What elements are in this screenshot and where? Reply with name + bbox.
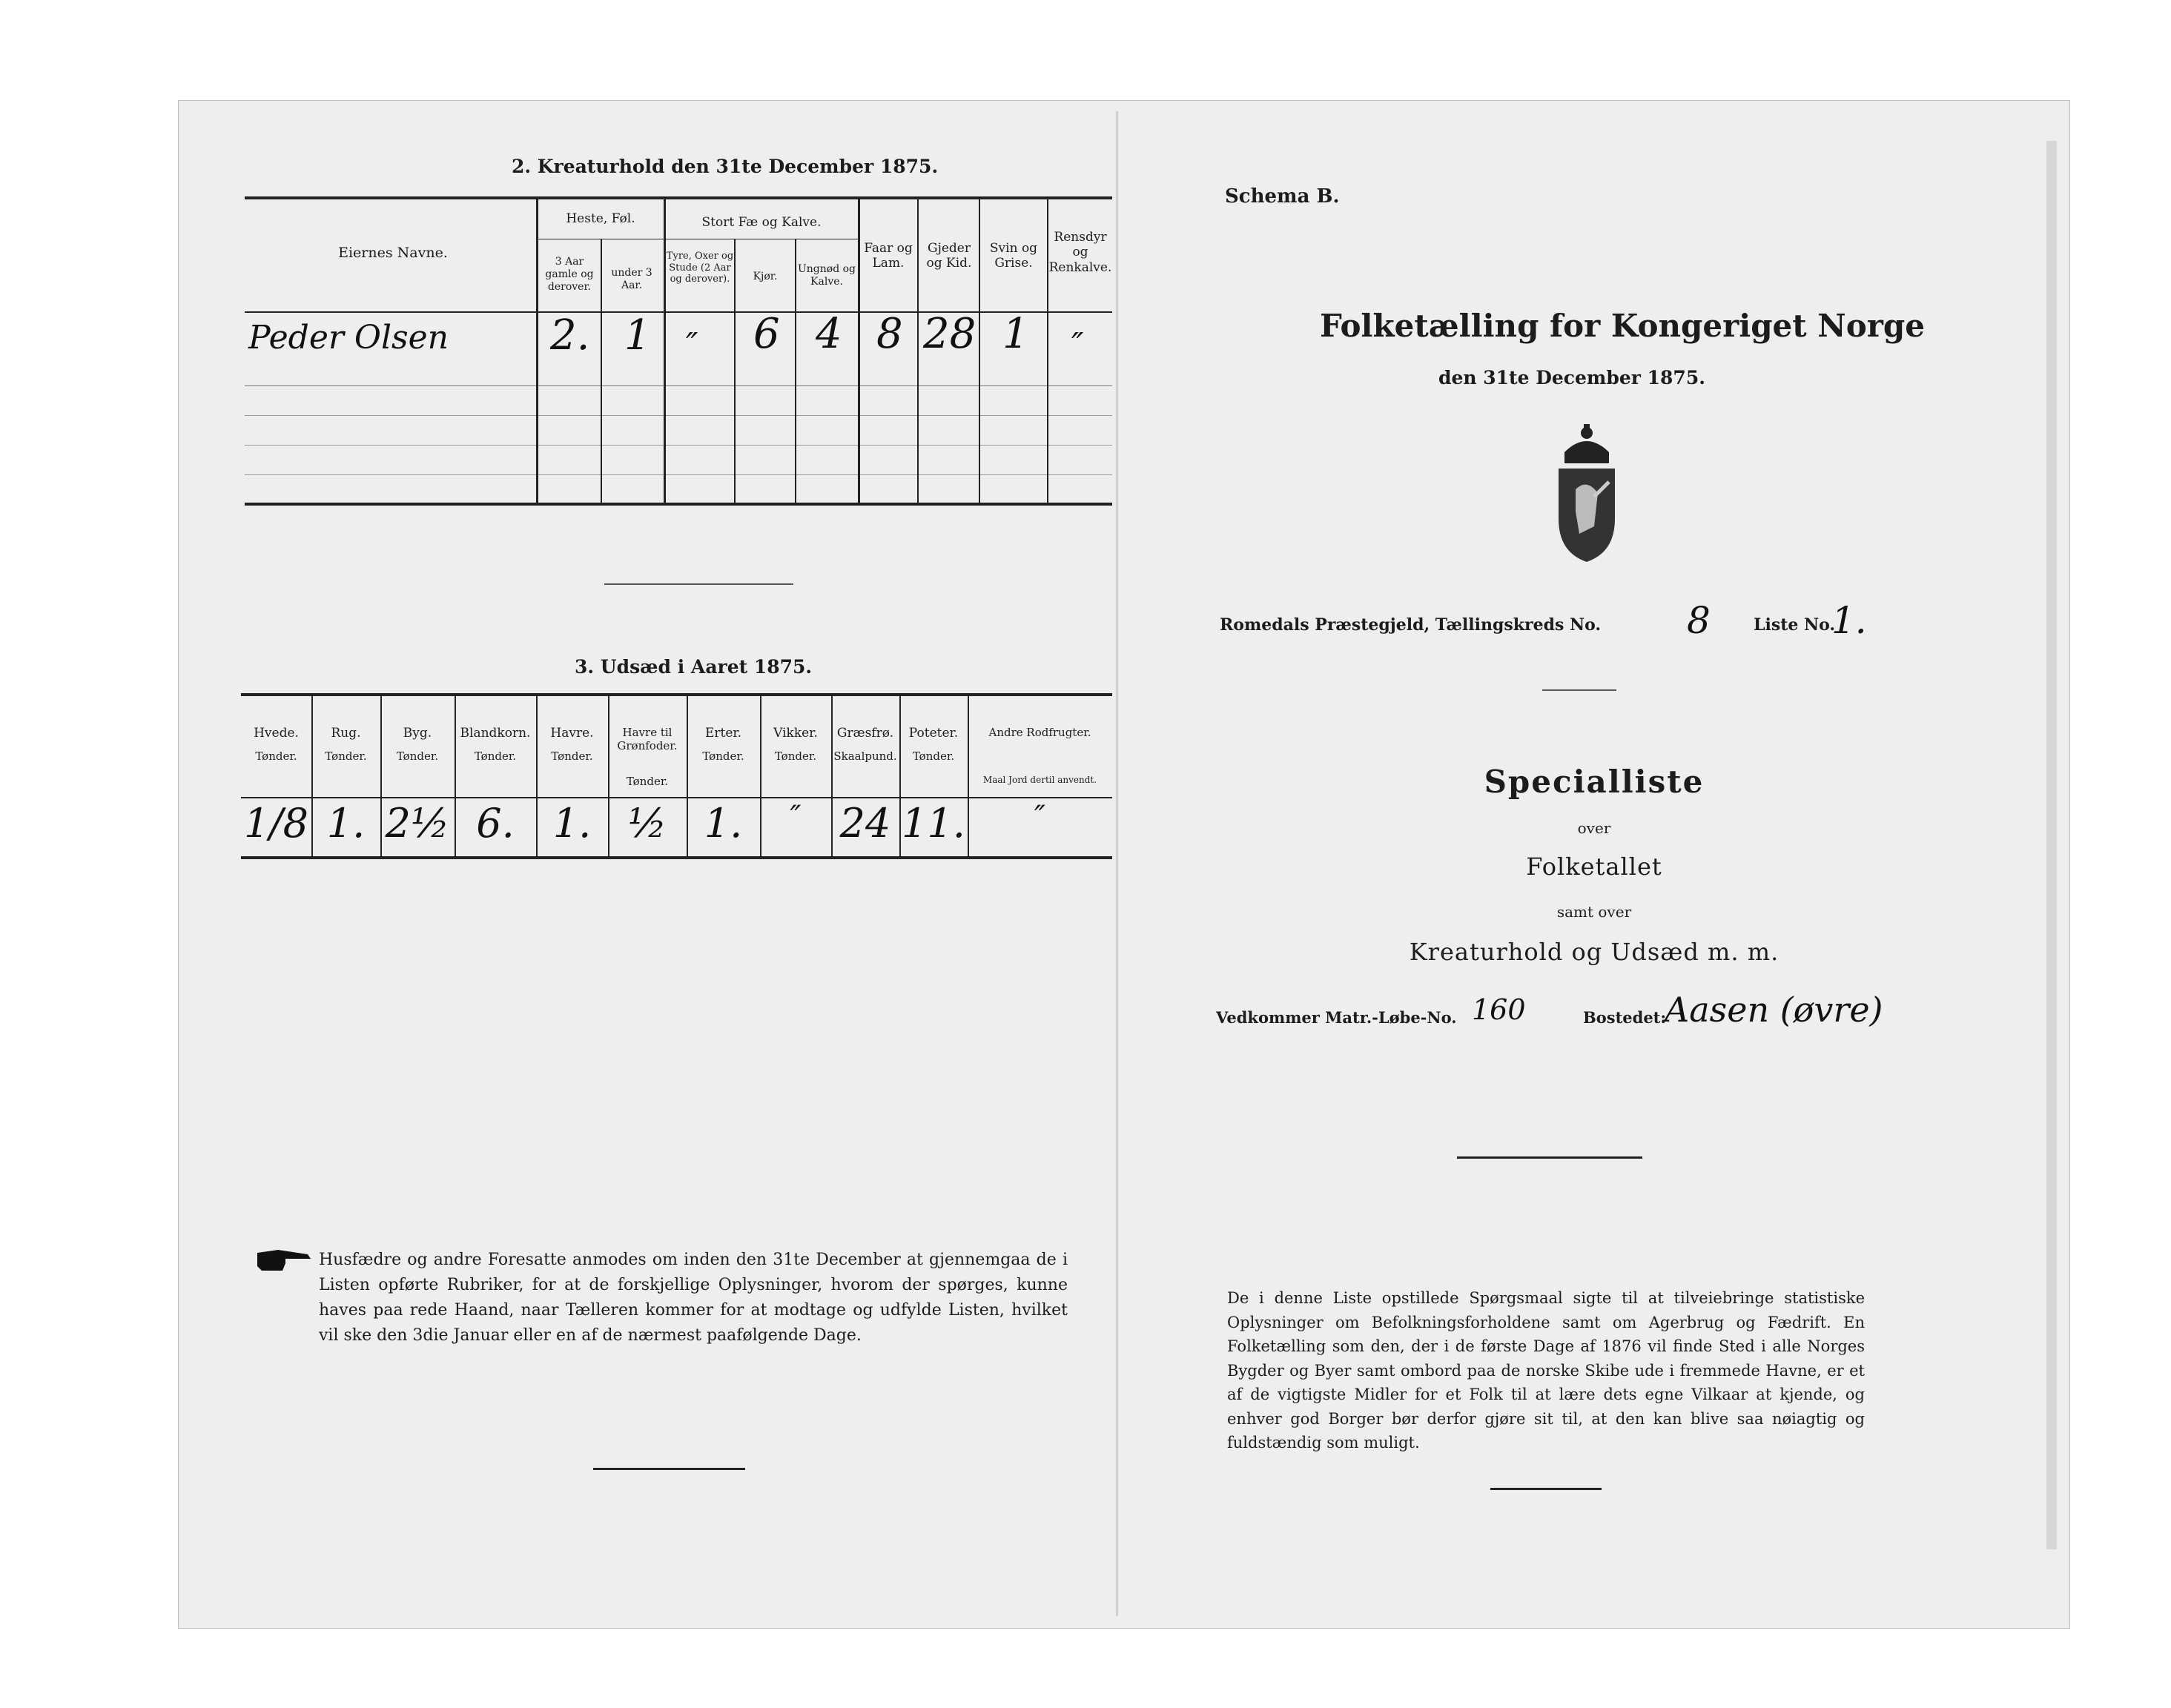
val-gjeder: 28 bbox=[923, 310, 977, 358]
header-fae: Stort Fæ og Kalve. bbox=[701, 215, 822, 230]
liste-label: Liste No. bbox=[1754, 615, 1836, 635]
seed-col-header: Rug. bbox=[331, 726, 361, 741]
header-heste-under: under 3 Aar. bbox=[611, 267, 652, 291]
census-paragraph: De i denne Liste opstillede Spørgsmaal sigte til at tilveiebringe statistiske Oplysninger om Befolkningsforholdene samt om Agerbrug og Fædrift. En Folketælling som den, der i de første Dage af 1876 vil finde Sted i alle Norges Bygder og Byer samt ombord paa de norske Skibe ude i fremmede Havne, er et af de vigtigste Midler for et Folk til at lære dets egne Vilkaar at kjende, og enhver god Borger bør derfor gjøre sit til, at den kan blive saa nøiagtig og fuldstændig som muligt. bbox=[1227, 1289, 1865, 1452]
seed-col-header: Græsfrø. bbox=[836, 726, 894, 741]
seed-col-unit: Maal Jord dertil anvendt. bbox=[982, 775, 1097, 785]
bottom-ornament-rule bbox=[593, 1468, 745, 1470]
seed-col-unit: Tønder. bbox=[325, 749, 367, 763]
seed-col-header: Hvede. bbox=[254, 726, 299, 741]
sheet-edge bbox=[2046, 141, 2057, 1549]
seed-col-value: ″ bbox=[790, 800, 802, 834]
table2-row-rule bbox=[245, 385, 1112, 386]
seed-col-header: Poteter. bbox=[908, 726, 959, 741]
seed-col-unit: Skaalpund. bbox=[833, 749, 897, 763]
val-faar: 8 bbox=[876, 310, 903, 358]
short-rule bbox=[1542, 689, 1616, 691]
folketallet-text: Folketallet bbox=[1526, 853, 1662, 881]
district-label: Romedals Præstegjeld, Tællingskreds No. bbox=[1220, 615, 1602, 635]
seed-col-value: ½ bbox=[627, 800, 667, 847]
val-heste-3aar: 2. bbox=[550, 311, 590, 360]
notice-text: Husfædre og andre Foresatte anmodes om inden den 31te December at gjennemgaa de i Listen opførte Rubriker, for at de forskjellige Oplysninger, hvorom der spørges, kunne haves paa rede Haand, naar Tælleren kommer for at modtage og udfylde Listen, hvilket vil ske den 3die Januar eller en af de nærmest paafølgende Dage. bbox=[319, 1251, 1068, 1345]
val-heste-under: 1 bbox=[624, 311, 651, 360]
kreds-value: 8 bbox=[1687, 599, 1711, 642]
seed-col-value: 11. bbox=[902, 800, 965, 847]
header-ungnod: Ungnød og Kalve. bbox=[797, 263, 856, 288]
pointing-hand-icon bbox=[256, 1245, 315, 1275]
header-owner: Eiernes Navne. bbox=[338, 245, 448, 261]
seed-table bbox=[241, 696, 1112, 856]
seed-col-value: 24 bbox=[839, 800, 891, 847]
seed-col-value: 1. bbox=[326, 800, 366, 847]
table2-top-rule bbox=[245, 196, 1112, 199]
table2-bottom-rule bbox=[245, 503, 1112, 506]
matr-value: 160 bbox=[1472, 993, 1526, 1026]
seed-col-unit: Tønder. bbox=[912, 749, 955, 763]
val-kjor: 6 bbox=[753, 310, 780, 358]
t2-vline bbox=[664, 199, 666, 504]
separator-rule bbox=[604, 583, 793, 585]
mid-rule bbox=[1457, 1156, 1642, 1159]
bottom-rule-right bbox=[1490, 1488, 1602, 1490]
val-svin: 1 bbox=[1002, 310, 1029, 358]
seed-col-header: Andre Rodfrugter. bbox=[988, 726, 1091, 739]
seed-col-header: Havre. bbox=[550, 726, 594, 741]
header-heste-3aar: 3 Aar gamle og derover. bbox=[545, 256, 594, 293]
schema-label: Schema B. bbox=[1225, 185, 1340, 208]
val-ungnod: 4 bbox=[816, 310, 842, 358]
owner-name: Peder Olsen bbox=[248, 319, 449, 357]
seed-col-value: 1/8 bbox=[244, 800, 308, 847]
liste-value: 1. bbox=[1831, 599, 1867, 642]
val-tyre: ″ bbox=[686, 326, 698, 364]
over-text: over bbox=[1577, 819, 1611, 837]
kreaturhold-text: Kreaturhold og Udsæd m. m. bbox=[1409, 938, 1780, 966]
seed-col-value: ″ bbox=[1034, 800, 1045, 834]
table2-row-rule bbox=[245, 474, 1112, 475]
t2-vline bbox=[917, 199, 919, 504]
header-gjeder: Gjeder og Kid. bbox=[926, 241, 972, 271]
seed-col-header: Erter. bbox=[704, 726, 742, 741]
seed-col-unit: Tønder. bbox=[702, 749, 744, 763]
t2-vline bbox=[536, 199, 538, 504]
page-fold bbox=[1116, 111, 1118, 1616]
seed-col-header: Byg. bbox=[403, 726, 432, 741]
section3-title: 3. Udsæd i Aaret 1875. bbox=[575, 656, 813, 678]
seed-col-header: Havre til Grønfoder. bbox=[617, 726, 678, 752]
seed-col-unit: Tønder. bbox=[626, 775, 669, 788]
seed-col-header: Vikker. bbox=[773, 726, 818, 741]
header-heste: Heste, Føl. bbox=[566, 211, 635, 226]
header-svin: Svin og Grise. bbox=[989, 241, 1038, 271]
seed-col-unit: Tønder. bbox=[774, 749, 817, 763]
bosted-label: Bostedet: bbox=[1583, 1008, 1667, 1027]
header-rensdyr: Rensdyr og Renkalve. bbox=[1048, 230, 1112, 275]
samt-over-text: samt over bbox=[1556, 903, 1632, 921]
table2-header-rule bbox=[245, 311, 1112, 313]
table2-row-rule bbox=[245, 445, 1112, 446]
seed-col-unit: Tønder. bbox=[396, 749, 439, 763]
header-faar: Faar og Lam. bbox=[864, 241, 913, 271]
seed-col-value: 6. bbox=[476, 800, 515, 847]
specialliste-title: Specialliste bbox=[1484, 764, 1705, 800]
val-rensdyr: ″ bbox=[1071, 326, 1084, 364]
seed-col-value: 1. bbox=[704, 800, 743, 847]
seed-col-value: 1. bbox=[552, 800, 592, 847]
seed-col-header: Blandkorn. bbox=[460, 726, 531, 741]
header-tyre: Tyre, Oxer og Stude (2 Aar og derover). bbox=[666, 251, 734, 285]
seed-col-unit: Tønder. bbox=[474, 749, 517, 763]
coat-of-arms-icon bbox=[1542, 423, 1631, 563]
matr-label: Vedkommer Matr.-Løbe-No. bbox=[1216, 1008, 1457, 1027]
seed-col-value: 2½ bbox=[385, 800, 450, 847]
bosted-value: Aasen (øvre) bbox=[1665, 990, 1883, 1030]
census-date: den 31te December 1875. bbox=[1438, 367, 1705, 388]
table2-row-rule bbox=[245, 415, 1112, 416]
census-title: Folketælling for Kongeriget Norge bbox=[1320, 308, 1925, 344]
section2-title: 2. Kreaturhold den 31te December 1875. bbox=[512, 156, 939, 177]
header-kjor: Kjør. bbox=[753, 271, 778, 282]
seed-col-unit: Tønder. bbox=[255, 749, 297, 763]
seed-col-unit: Tønder. bbox=[551, 749, 593, 763]
table3-bottom-rule bbox=[241, 856, 1112, 859]
